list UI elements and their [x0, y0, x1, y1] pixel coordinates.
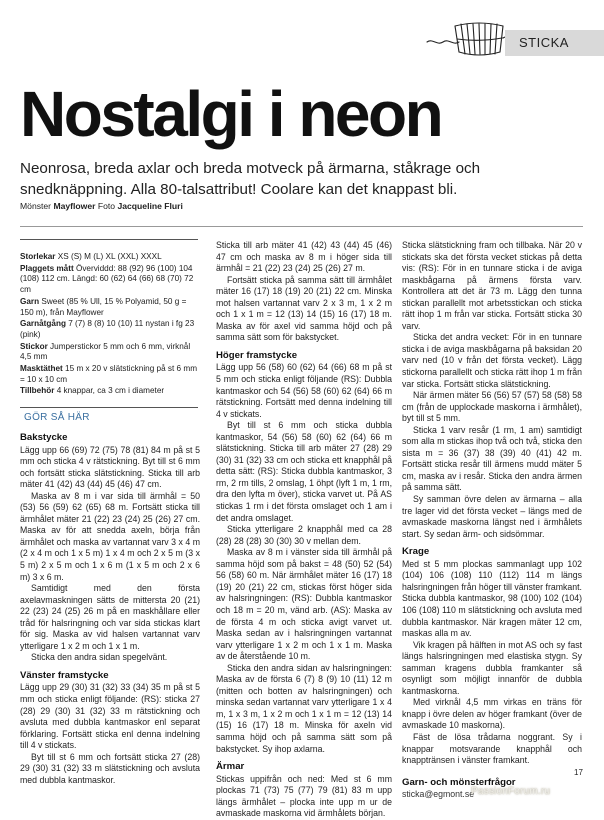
fact-item [20, 264, 198, 296]
fact-item [20, 386, 198, 397]
fact-label: Garnåtgång [20, 319, 66, 329]
article-title: Nostalgi i neon [20, 78, 442, 150]
fact-box [20, 239, 198, 408]
text-column-2 [216, 240, 392, 820]
paragraph: Sticka slätstickning fram och tillbaka. När 20 v stickats ska det första vecket stickas på detta vis: (RS): För in en tunnare sticka i de aviga maskbågarna på ärmens första varv. Kontrollera att det är 73 m. Lägg den tunna stickan parallellt mot arbetsstickan och sticka rätt ihop 1 m från var sticka. Fortsätt sticka 30 varv. [402, 240, 582, 331]
paragraph: Maska av 8 m i vänster sida till ärmhål på samma höjd som på bakst = 48 (50) 52 (54) 56 (58) 60 m. När ärmhålet mäter 16 (17) 18 (19) 20 (21) 22 cm, stickas först höger sida av halsringningen: (RS): Dubbla kantmaskor och 18 m = 20 m, vänd arb. (AS): Maska av de första 4 m och sticka avigt varvet ut. Maska sedan av i halsringningen vartannat varv ytterligare 1 x 2 m och 1 x 1 m. Maska av de återstående 10 m. [216, 547, 392, 662]
paragraph: Lägg upp 56 (58) 60 (62) 64 (66) 68 m på st 5 mm och sticka enligt följande (RS): Dubbla kantmaskor och 54 (56) 58 (60) 62 (64) 66 m rätstickning. Fortsätt med denna indelning till 4 v stickats. [216, 362, 392, 419]
fact-text: Jumperstickor 5 mm och 6 mm, virknål 4,5 mm [20, 341, 191, 362]
fact-label: Tillbehör [20, 386, 55, 396]
paragraph: Byt till st 6 mm och sticka dubbla kantmaskor, 54 (56) 58 (60) 62 (64) 66 m slätstickning. Sticka till arb mäter 27 (28) 29 (30) 31 (32) 33 cm och sticka ett knapphål på detta sätt: (RS): Sticka dubbla kantmaskor, 3 rm, 2 rm tills, 2 omslag, 1 öhpt (lyft 1 m, 1 rm, dra den lyfta m över), sticka varvet ut. På AS stickas 1 rm i det första omslaget och 1 am i det andra omslaget. [216, 420, 392, 523]
paragraph: Med st 5 mm plockas sammanlagt upp 102 (104) 106 (108) 110 (112) 114 m längs halsringningen från höger till vänster framkant. Sticka dubbla kantmaskor, 98 (100) 102 (104) 106 (108) 110 m slätstickning och avsluta med dubbla kantmaskor. När kragen mäter 12 cm, maskas alla m av. [402, 558, 582, 639]
fact-box-bottom-rule [20, 407, 198, 408]
paragraph: Lägg upp 66 (69) 72 (75) 78 (81) 84 m på st 5 mm och sticka 4 v rätstickning. Byt till st 6 mm och fortsätt sticka slätstickning. Sticka till arb mäter 41 (42) 43 (44) 45 (46) 47 cm. [20, 444, 200, 490]
section-heading: Höger framstycke [216, 349, 298, 361]
paragraph: Fäst de lösa trådarna noggrant. Sy i knappar motsvarande knapphål och knapptränsen i vänster framkant. [402, 731, 582, 766]
fact-label: Storlekar [20, 252, 56, 261]
paragraph: Med virknål 4,5 mm virkas en träns för knapp i övre delen av höger framkant (över de avmaskade 10 maskorna). [402, 697, 582, 731]
paragraph: Sticka ytterligare 2 knapphål med ca 28 (28) 28 (28) 30 (30) 30 v mellan dem. [216, 524, 392, 546]
fact-label: Stickor [20, 341, 48, 351]
contact-email[interactable]: sticka@egmont.se [402, 789, 475, 800]
fact-label: Masktäthet [20, 364, 63, 374]
section-tag [505, 30, 604, 56]
paragraph: Samtidigt med den första axelavmaskningen sätts de mittersta 20 (21) 22 (23) 24 (25) 26 m på en maskhållare eller tråd för halsringning och var sida stickas klart för sig. Maska av vid halsen vartannat varv ytterligare 1 x 2 m och 1 x 1 m. [20, 583, 200, 651]
text-column-3 [402, 240, 582, 801]
paragraph: Sticka till arb mäter 41 (42) 43 (44) 45 (46) 47 cm och maska av 8 m i höger sida till ärmhål = 21 (22) 23 (24) 25 (26) 27 m. [216, 240, 392, 274]
paragraph: Fortsätt sticka på samma sätt till ärmhålet mäter 16 (17) 18 (19) 20 (21) 22 cm. Minska mot halsen vartannat varv 2 x 3 m, 1 x 2 m och 1 x 1 m = 12 (13) 14 (15) 16 (17) 18 m. Maska av för axel vid samma höjd och på samma sätt som för bakstycket. [216, 274, 392, 343]
fact-text: Överviddd: 88 (92) 96 (100) 104 (108) 112 cm. Längd: 60 (62) 64 (66) 68 (70) 72 cm [20, 263, 194, 295]
paragraph: Sticka det andra vecket: För in en tunnare sticka i de aviga maskbågarna på baksidan 20 varv ned (10 v från det första vecket). Lägg stickorna parallellt och sticka rätt ihop 1 m från var sticka. Fortsätt sticka slätstickning. [402, 332, 582, 389]
fact-text: 15 m x 20 v slätstickning på st 6 mm = 10 x 10 cm [20, 364, 198, 384]
section-heading: Krage [402, 546, 430, 558]
watermark: PassionForum.ru [471, 786, 551, 797]
section-label: STICKA [519, 35, 569, 50]
text-column-1 [20, 432, 200, 786]
section-heading: Bakstycke [20, 432, 68, 443]
section-heading: Ärmar [216, 761, 245, 773]
photo-name: Jacqueline Fluri [117, 201, 183, 211]
fact-item [20, 342, 198, 363]
paragraph: Sticka den andra sidan av halsringningen: Maska av de första 6 (7) 8 (9) 10 (11) 12 m (mitten och botten av halsringningen) och minska sedan vartannat varv ytterligare 1 x 4 m, 1 x 3 m, 1 x 2 m och 1 x 1 m = 12 (13) 14 (15) 16 (17) 18 m. Minska för axeln vid samma höjd och på samma sätt som på bakstycket. Sy ihop axlarna. [216, 662, 392, 754]
article-lead: Neonrosa, breda axlar och breda motveck på ärmarna, ståkrage och snedknäppning. Alla 80-talsattribut! Coolare kan det knappast bli. [20, 160, 481, 198]
fact-box-top-rule [20, 239, 198, 240]
paragraph: Vik kragen på hälften in mot AS och sy fast längs halsringningen med elastiska stygn. Sy samman kragens dubbla framkanter så osynligt som möjligt innanför de dubbla kantmaskorna. [402, 639, 582, 696]
design-label: Mönster [20, 201, 52, 211]
photo-label: Foto [97, 201, 116, 211]
paragraph: Lägg upp 29 (30) 31 (32) 33 (34) 35 m på st 5 mm och sticka enligt följande: (RS): sticka 27 (28) 29 (30) 31 (32) 33 m rätstickning och avsluta med dubbla kantmaskor enl separat förklaring. Fortsätt sticka enl denna indelning till 4 v stickats. [20, 682, 200, 751]
paragraph: Sy samman övre delen av ärmarna – alla tre lager vid det första vecket – längs med de avmaskade maskorna längst ned i ärmhålets start. Sy sedan ärm- och sidsömmar. [402, 494, 582, 539]
fact-text: 7 (7) 8 (8) 10 (10) 11 nystan i fg 23 (pink) [20, 319, 195, 339]
fact-item [20, 319, 198, 340]
fact-label: Plaggets mått [20, 263, 74, 273]
paragraph: Byt till st 6 mm och fortsätt sticka 27 (28) 29 (30) 31 (32) 33 m slätstickning och avsluta med dubbla kantmaskor. [20, 751, 200, 785]
fact-text: XS (S) M (L) XL (XXL) XXXL [55, 252, 162, 261]
article-credits [20, 201, 183, 211]
fact-item [20, 252, 198, 263]
howto-heading: GÖR SÅ HÄR [24, 412, 90, 423]
fact-item [20, 297, 198, 318]
paragraph: Stickas uppifrån och ned: Med st 6 mm plockas 71 (73) 75 (77) 79 (81) 83 m upp längs ärmhålet – plocka inte upp m ur de avmaskade maskorna vid ärmhålets början. [216, 773, 392, 819]
fact-label: Garn [20, 296, 40, 306]
paragraph: Sticka 1 varv resår (1 rm, 1 am) samtidigt som alla m stickas ihop två och två, sticka den sista m = 36 (37) 38 (39) 40 (41) 42 m. Fortsätt sticka resår till ärmens mudd mäter 5 cm, maska av i resår. Sticka den andra ärmen på samma sätt. [402, 424, 582, 493]
paragraph: Maska av 8 m i var sida till ärmhål = 50 (53) 56 (59) 62 (65) 68 m. Fortsätt sticka till ärmhålet mäter 21 (22) 23 (24) 25 (26) 27 cm. Maska av för att snedda axeln, börja från ärmhålet och maska av vartannat varv 3 x 4 m (2 x 4 m och 1 x 5 m) 1 x 4 m och 2 x 5 m (3 x 5 m) 2 x 5 m och 1 x 6 m (1 x 5 m och 2 x 6 m) 3 x 6 m. [20, 490, 200, 582]
page-number: 17 [574, 768, 583, 777]
fact-item [20, 364, 198, 385]
divider [20, 226, 583, 227]
section-heading: Vänster framstycke [20, 669, 109, 681]
paragraph: Sticka den andra sidan spegelvänt. [31, 652, 168, 663]
design-name: Mayflower [53, 201, 96, 211]
fact-text: Sweet (85 % Ull, 15 % Polyamid, 50 g = 150 m), från Mayflower [20, 296, 187, 317]
fact-text: 4 knappar, ca 3 cm i diameter [54, 386, 165, 396]
paragraph: När ärmen mäter 56 (56) 57 (57) 58 (58) 58 cm (från de upplockade maskorna i ärmhålet), byt till st 5 mm. [402, 390, 582, 424]
contact-heading: Garn- och mönsterfrågor [402, 776, 516, 788]
